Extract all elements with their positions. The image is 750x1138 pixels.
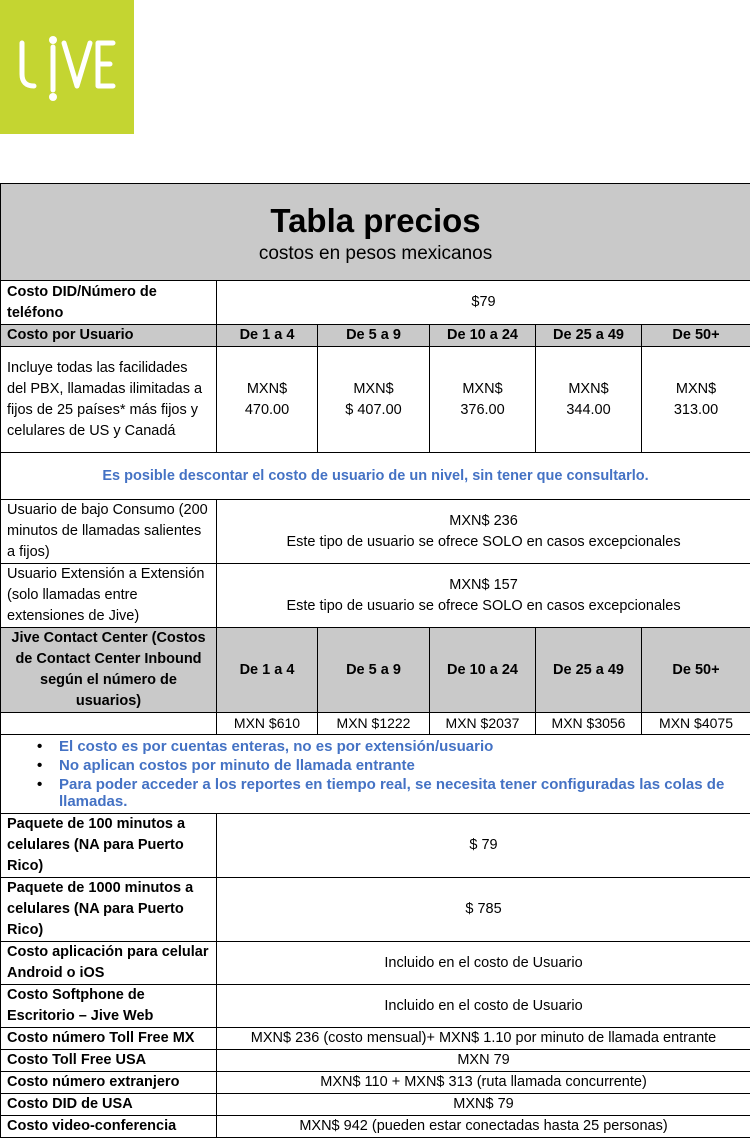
jive-logo-icon	[0, 0, 134, 134]
extension-user-value	[217, 564, 750, 628]
extension-user-label: Usuario Extensión a Extensión (solo llamadas entre extensiones de Jive)	[1, 564, 217, 628]
toll-free-usa-value: MXN 79	[217, 1050, 750, 1072]
jive-logo	[0, 0, 134, 134]
toll-free-mx-value: MXN$ 236 (costo mensual)+ MXN$ 1.10 por minuto de llamada entrante	[217, 1028, 750, 1050]
user-price-cell: MXN$ $ 407.00	[318, 347, 430, 453]
discount-note: Es posible descontar el costo de usuario de un nivel, sin tener que consultarlo.	[1, 453, 750, 500]
contact-center-tier-header: De 50+	[642, 628, 750, 713]
low-usage-label: Usuario de bajo Consumo (200 minutos de llamadas salientes a fijos)	[1, 500, 217, 564]
mobile-app-value: Incluido en el costo de Usuario	[217, 942, 750, 985]
user-price-cell: MXN$ 344.00	[536, 347, 642, 453]
did-label: Costo DID/Número de teléfono	[1, 281, 217, 325]
package-100-label: Paquete de 100 minutos a celulares (NA para Puerto Rico)	[1, 814, 217, 878]
contact-center-empty-cell	[1, 713, 217, 735]
user-price-description: Incluye todas las facilidades del PBX, llamadas ilimitadas a fijos de 25 países* más fijos y celulares de US y Canadá	[1, 347, 217, 453]
contact-center-tier-header: De 1 a 4	[217, 628, 318, 713]
contact-center-note: • Para poder acceder a los reportes en tiempo real, se necesita tener configuradas las colas de llamadas.	[1, 776, 750, 810]
low-usage-value	[217, 500, 750, 564]
extension-user-price: MXN$ 157	[223, 575, 744, 596]
contact-center-price: MXN $4075	[642, 713, 750, 735]
contact-center-price: MXN $610	[217, 713, 318, 735]
table-header	[1, 184, 750, 281]
contact-center-label: Jive Contact Center (Costos de Contact Center Inbound según el número de usuarios)	[1, 628, 217, 713]
video-conference-value: MXN$ 942 (pueden estar conectadas hasta 25 personas)	[217, 1116, 750, 1138]
toll-free-usa-label: Costo Toll Free USA	[1, 1050, 217, 1072]
tier-header: De 10 a 24	[430, 325, 536, 347]
extension-user-note: Este tipo de usuario se ofrece SOLO en casos excepcionales	[223, 596, 744, 617]
page-title: Tabla precios	[7, 197, 744, 241]
video-conference-label: Costo video-conferencia	[1, 1116, 217, 1138]
contact-center-tier-header: De 5 a 9	[318, 628, 430, 713]
mobile-app-label: Costo aplicación para celular Android o iOS	[1, 942, 217, 985]
user-price-cell: MXN$ 470.00	[217, 347, 318, 453]
contact-center-price: MXN $2037	[430, 713, 536, 735]
user-price-cell: MXN$ 376.00	[430, 347, 536, 453]
contact-center-tier-header: De 25 a 49	[536, 628, 642, 713]
low-usage-note: Este tipo de usuario se ofrece SOLO en casos excepcionales	[223, 532, 744, 553]
foreign-number-value: MXN$ 110 + MXN$ 313 (ruta llamada concurrente)	[217, 1072, 750, 1094]
user-price-cell: MXN$ 313.00	[642, 347, 750, 453]
toll-free-mx-label: Costo número Toll Free MX	[1, 1028, 217, 1050]
tier-header: De 50+	[642, 325, 750, 347]
contact-center-price: MXN $1222	[318, 713, 430, 735]
contact-center-note: • No aplican costos por minuto de llamada entrante	[1, 757, 750, 774]
did-value: $79	[217, 281, 750, 325]
contact-center-note: • El costo es por cuentas enteras, no es por extensión/usuario	[1, 738, 750, 755]
did-usa-label: Costo DID de USA	[1, 1094, 217, 1116]
price-table	[0, 183, 750, 1138]
contact-center-price: MXN $3056	[536, 713, 642, 735]
tier-header: De 25 a 49	[536, 325, 642, 347]
foreign-number-label: Costo número extranjero	[1, 1072, 217, 1094]
softphone-label: Costo Softphone de Escritorio – Jive Web	[1, 985, 217, 1028]
package-100-value: $ 79	[217, 814, 750, 878]
package-1000-value: $ 785	[217, 878, 750, 942]
tier-header: De 1 a 4	[217, 325, 318, 347]
tier-row-label: Costo por Usuario	[1, 325, 217, 347]
softphone-value: Incluido en el costo de Usuario	[217, 985, 750, 1028]
package-1000-label: Paquete de 1000 minutos a celulares (NA para Puerto Rico)	[1, 878, 217, 942]
tier-header: De 5 a 9	[318, 325, 430, 347]
contact-center-tier-header: De 10 a 24	[430, 628, 536, 713]
page-subtitle: costos en pesos mexicanos	[7, 241, 744, 267]
low-usage-price: MXN$ 236	[223, 511, 744, 532]
did-usa-value: MXN$ 79	[217, 1094, 750, 1116]
contact-center-notes	[1, 735, 750, 814]
